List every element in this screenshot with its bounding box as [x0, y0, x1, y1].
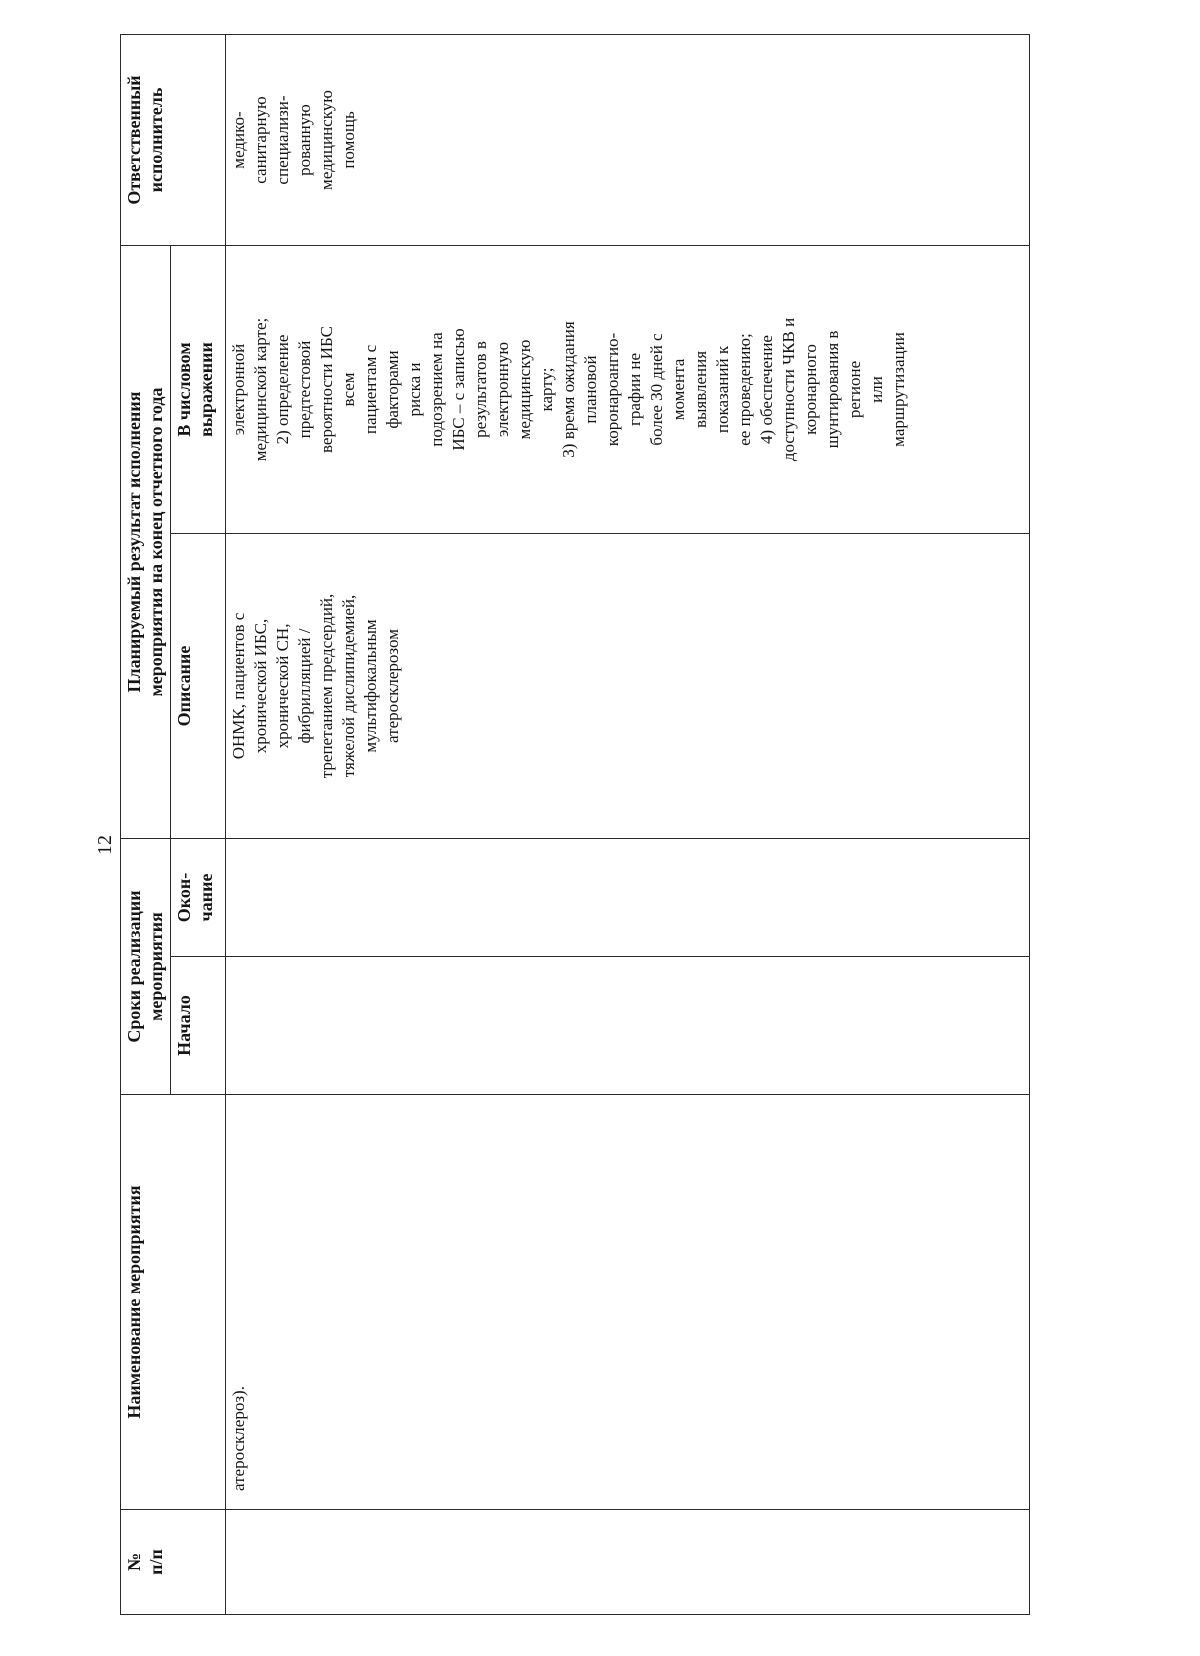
cell-responsible: медико- санитарную специализи- рованную медицинскую помощь	[226, 34, 1030, 245]
cell-number	[226, 1510, 1030, 1615]
cell-activity-name: атеросклероз).	[226, 1095, 1030, 1510]
cell-end	[226, 838, 1030, 956]
header-activity-name: Наименование мероприятия	[121, 1095, 226, 1510]
header-start: Начало	[171, 957, 226, 1095]
header-planned-result: Планируемый результат исполнения мероприятия на конец отчетного года	[121, 245, 171, 838]
header-number: № п/п	[121, 1510, 226, 1615]
cell-numeric: электронной медицинской карте; 2) определение предтестовой вероятности ИБС всем пациентам с факторами риска и подозрением на ИБС – с записью результатов в электронную медицинскую карту; 3) время ожидания плановой коронароангио- графии не более 30 дней с момента выявления показаний к ее проведению; 4) обеспечение доступности ЧКВ и коронарного шунтирования в регионе или маршрутизации	[226, 245, 1030, 533]
header-numeric: В числовом выражении	[171, 245, 226, 533]
activities-table	[120, 34, 1030, 1615]
table-row	[226, 34, 1030, 1614]
cell-description: ОНМК, пациентов с хронической ИБС, хронической СН, фибрилляцией / трепетанием предсердий, тяжелой дислипидемией, мультифокальным атеросклерозом	[226, 533, 1030, 838]
header-end: Окон- чание	[171, 838, 226, 956]
header-implementation-dates: Сроки реализации мероприятия	[121, 838, 171, 1094]
document-table-wrapper	[120, 35, 1030, 1615]
header-responsible: Ответственный исполнитель	[121, 34, 226, 245]
header-description: Описание	[171, 533, 226, 838]
page-number: 12	[94, 835, 116, 855]
cell-start	[226, 957, 1030, 1095]
